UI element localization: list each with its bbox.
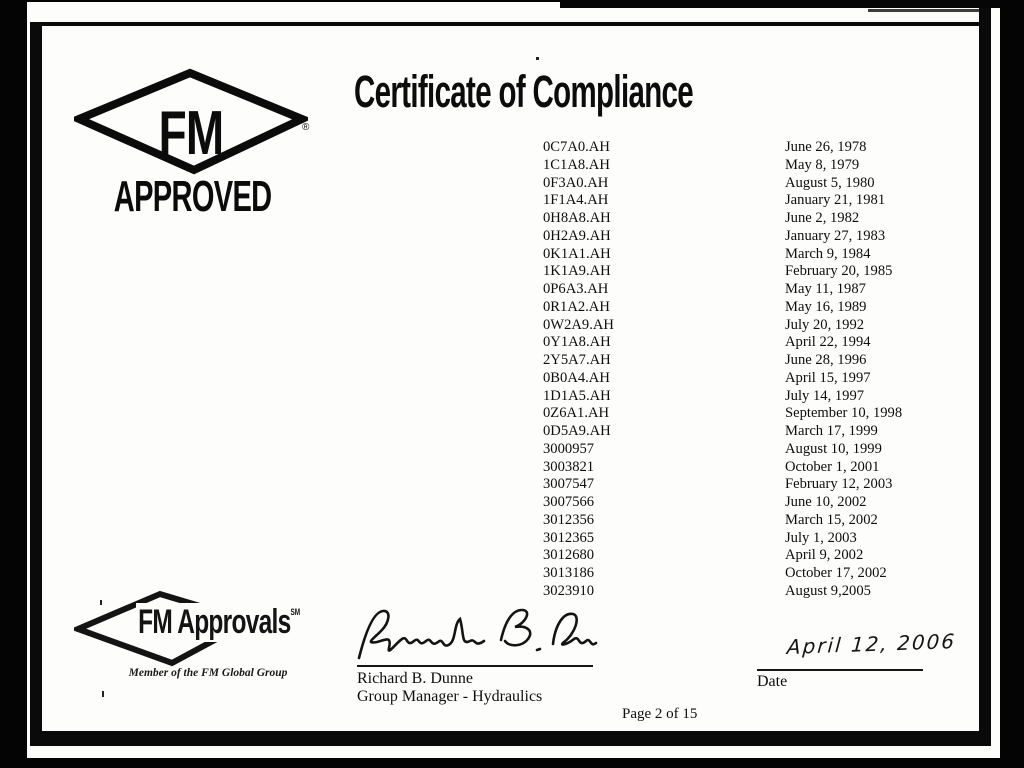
approval-date: February 20, 1985: [785, 263, 893, 280]
approval-date: April 22, 1994: [785, 334, 871, 351]
approval-id: 0H2A9.AH: [543, 227, 611, 244]
certificate-border-right: [979, 8, 991, 746]
approval-id: 1K1A9.AH: [543, 263, 611, 280]
table-row: [543, 459, 902, 477]
fm-approved-logo: [74, 68, 310, 221]
table-row: [543, 263, 902, 281]
approval-date: May 11, 1987: [785, 281, 866, 297]
fm-global-tagline: Member of the FM Global Group: [128, 667, 288, 679]
certificate-border-bottom: [33, 731, 991, 746]
table-row: [543, 157, 902, 175]
approval-date: March 15, 2002: [785, 511, 878, 528]
service-mark-icon: SM: [290, 607, 301, 617]
scan-speck: [536, 57, 539, 60]
table-row: [543, 281, 902, 299]
scan-artifact-band: [560, 0, 1000, 8]
approval-date: February 12, 2003: [785, 476, 893, 493]
approval-date: January 27, 1983: [785, 227, 886, 244]
approval-date: August 9,2005: [785, 582, 871, 599]
approval-date: April 9, 2002: [785, 547, 864, 564]
approval-date: June 26, 1978: [785, 139, 867, 155]
table-row: [543, 192, 902, 210]
table-row: [543, 352, 902, 370]
signature-line: [357, 665, 593, 667]
table-row: [543, 494, 902, 512]
approval-id: 0P6A3.AH: [543, 281, 609, 297]
approval-date: August 10, 1999: [785, 440, 882, 457]
table-row: [543, 476, 902, 494]
table-row: [543, 210, 902, 228]
approval-id: 3003821: [543, 458, 595, 475]
approval-id: 3012365: [543, 529, 595, 546]
approval-date: October 17, 2002: [785, 565, 887, 581]
approval-id: 0F3A0.AH: [543, 174, 609, 191]
handwritten-date: April 12, 2006: [786, 629, 957, 659]
approval-date: July 20, 1992: [785, 316, 865, 333]
approval-id: 1D1A5.AH: [543, 387, 611, 404]
table-row: [543, 334, 902, 352]
table-row: [543, 512, 902, 530]
approval-id: 3007547: [543, 476, 595, 493]
date-label: Date: [757, 673, 788, 690]
certificate-border-left: [30, 22, 42, 746]
table-row: [543, 547, 902, 565]
approval-id: 1C1A8.AH: [543, 156, 610, 173]
page-title: Certificate of Compliance: [354, 66, 694, 117]
table-row: [543, 530, 902, 548]
approval-id: 1F1A4.AH: [543, 192, 609, 209]
table-row: [543, 565, 902, 583]
approval-id: 0H8A8.AH: [543, 210, 611, 226]
fm-approvals-wordmark: [136, 603, 302, 642]
approval-id: 3023910: [543, 582, 595, 599]
table-row: [543, 583, 902, 601]
approval-id: 3007566: [543, 494, 595, 510]
approval-id: 0C7A0.AH: [543, 139, 610, 155]
signatory-title: Group Manager - Hydraulics: [357, 688, 543, 705]
approval-date: January 21, 1981: [785, 192, 886, 209]
scan-speck: [102, 691, 104, 697]
table-row: [543, 441, 902, 459]
table-row: [543, 317, 902, 335]
approval-date: June 10, 2002: [785, 494, 867, 510]
table-row: [543, 299, 902, 317]
approval-id: 3012680: [543, 547, 595, 564]
approval-date: March 17, 1999: [785, 423, 878, 439]
approval-id: 3013186: [543, 565, 595, 581]
page-number: Page 2 of 15: [622, 706, 698, 722]
fm-logo-text: FM: [158, 99, 224, 168]
approval-id: 0R1A2.AH: [543, 298, 610, 315]
approval-id: 2Y5A7.AH: [543, 352, 611, 368]
approval-date: April 15, 1997: [785, 369, 871, 386]
approval-date: March 9, 1984: [785, 245, 871, 262]
approval-id: 3000957: [543, 440, 595, 457]
approval-date: July 14, 1997: [785, 387, 865, 404]
fm-approvals-name: FM Approvals: [138, 603, 291, 641]
approval-date: June 2, 1982: [785, 210, 860, 226]
certificate-border-top: [30, 22, 991, 26]
table-row: [543, 175, 902, 193]
approval-date: July 1, 2003: [785, 529, 857, 546]
approval-id: 0B0A4.AH: [543, 369, 610, 386]
approval-table: [543, 139, 902, 601]
approval-date: September 10, 1998: [785, 405, 903, 422]
registered-trademark-icon: ®: [302, 122, 310, 133]
approval-id: 0D5A9.AH: [543, 423, 611, 439]
signature-icon: [353, 604, 601, 666]
approval-id: 0W2A9.AH: [543, 316, 614, 333]
table-row: [543, 405, 902, 423]
approval-id: 3012356: [543, 511, 595, 528]
approval-id: 0Z6A1.AH: [543, 405, 610, 422]
approval-id: 0Y1A8.AH: [543, 334, 611, 351]
approval-date: October 1, 2001: [785, 458, 880, 475]
approval-date: May 8, 1979: [785, 156, 860, 173]
table-row: [543, 370, 902, 388]
approval-date: May 16, 1989: [785, 298, 867, 315]
table-row: [543, 228, 902, 246]
approval-date: August 5, 1980: [785, 174, 875, 191]
fm-approvals-logo: [74, 589, 314, 689]
table-row: [543, 246, 902, 264]
signatory-name: Richard B. Dunne: [357, 670, 473, 687]
signature-block: [353, 604, 603, 705]
table-row: [543, 388, 902, 406]
date-line: [757, 669, 923, 671]
approval-id: 0K1A1.AH: [543, 245, 611, 262]
scan-artifact-line: [868, 9, 980, 12]
approved-caption: APPROVED: [113, 172, 272, 221]
table-row: [543, 139, 902, 157]
table-row: [543, 423, 902, 441]
approval-date: June 28, 1996: [785, 352, 867, 368]
